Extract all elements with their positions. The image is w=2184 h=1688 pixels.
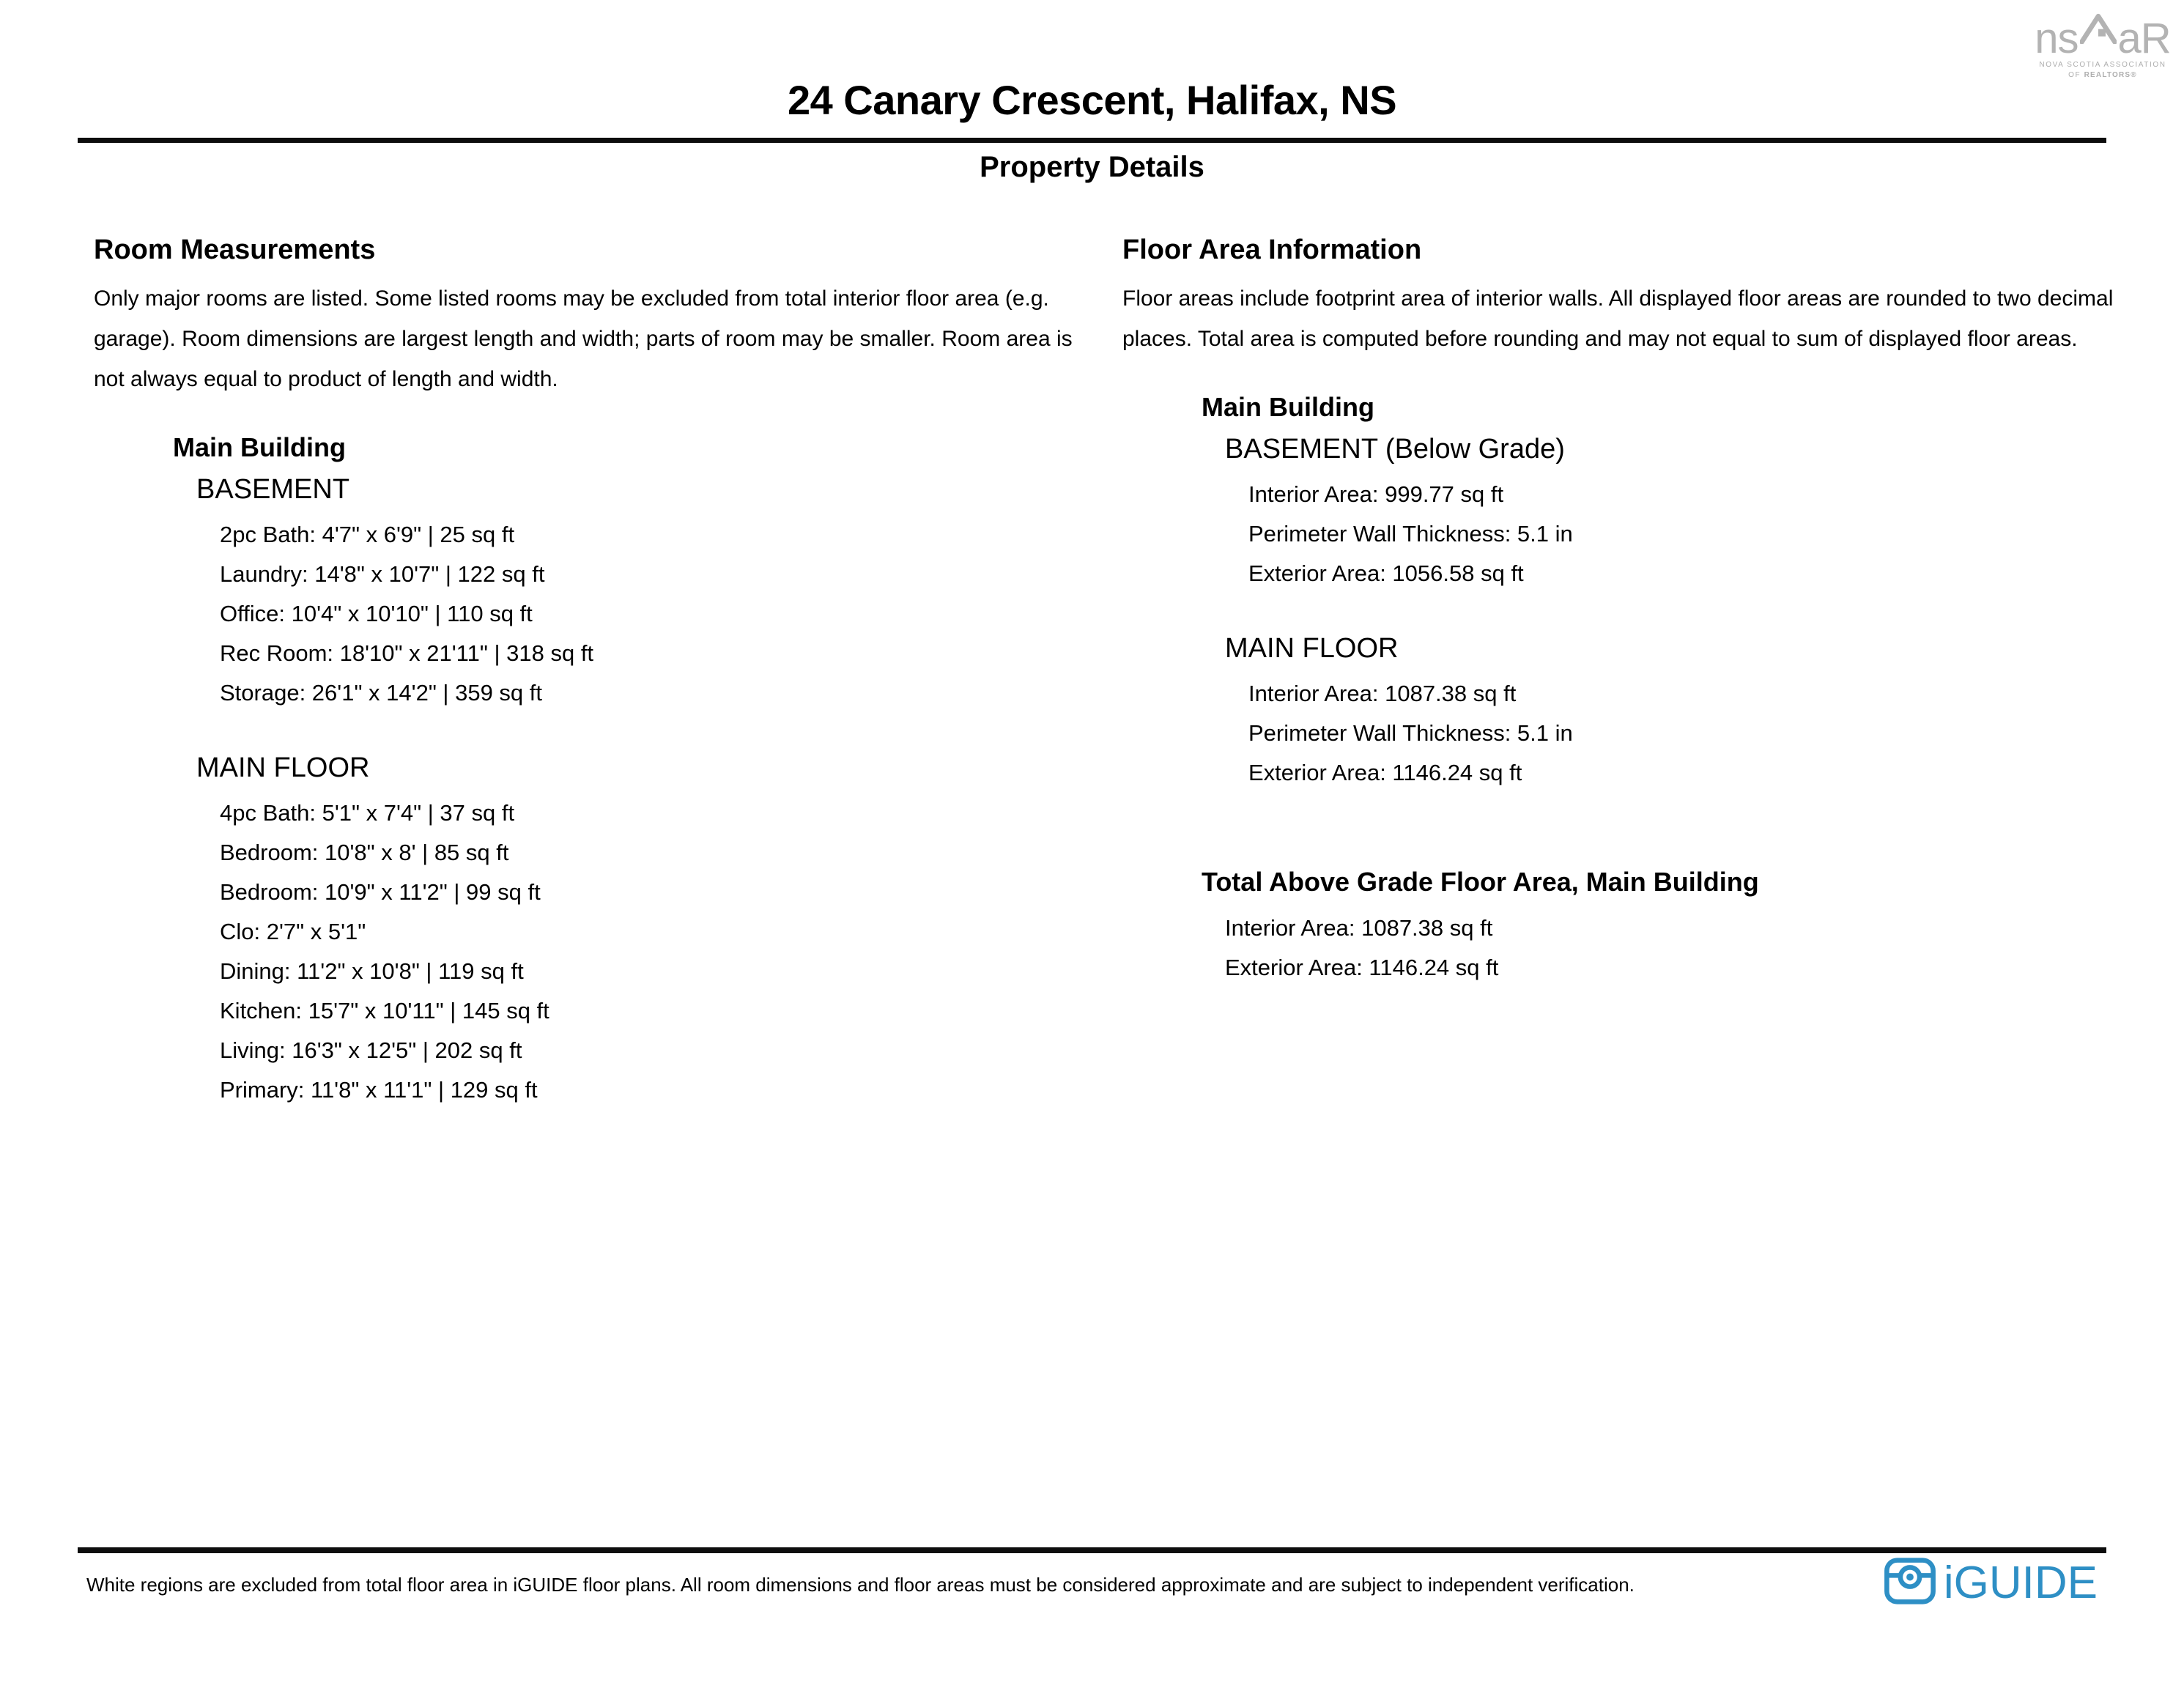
basement-room-list <box>220 515 1079 713</box>
room-item: Living: 16'3" x 12'5" | 202 sq ft <box>220 1037 522 1063</box>
building-name: Main Building <box>173 432 346 462</box>
floor-name-basement-below-grade: BASEMENT (Below Grade) <box>1225 434 1565 464</box>
total-above-grade-heading: Total Above Grade Floor Area, Main Building <box>1202 867 1759 897</box>
room-item: 4pc Bath: 5'1" x 7'4" | 37 sq ft <box>220 800 515 826</box>
room-item: Rec Room: 18'10" x 21'11" | 318 sq ft <box>220 640 594 666</box>
total-area-list <box>1225 908 2141 988</box>
main-floor-area-list <box>1248 674 2141 793</box>
room-item: Bedroom: 10'9" x 11'2" | 99 sq ft <box>220 879 541 905</box>
basement-area-list <box>1248 475 2141 593</box>
iguide-logo <box>1884 1556 2098 1610</box>
nsar-wordmark <box>2033 12 2172 62</box>
room-item: Clo: 2'7" x 5'1" <box>220 919 366 944</box>
area-line: Interior Area: 1087.38 sq ft <box>1248 681 1517 706</box>
page-title: 24 Canary Crescent, Halifax, NS <box>787 77 1397 123</box>
area-line: Perimeter Wall Thickness: 5.1 in <box>1248 521 1573 547</box>
area-line: Interior Area: 1087.38 sq ft <box>1225 915 1493 941</box>
room-measurements-section <box>94 233 1079 1110</box>
iguide-brand-text: iGUIDE <box>1943 1557 2098 1608</box>
floor-area-heading: Floor Area Information <box>1122 234 1422 265</box>
room-item: Dining: 11'2" x 10'8" | 119 sq ft <box>220 958 524 984</box>
room-measurements-description: Only major rooms are listed. Some listed rooms may be excluded from total interior floor area (e.g. garage). Room dimensions are largest length and width; parts of room may be smaller. Room area is not always equal to product of length and width. <box>94 286 1073 391</box>
floor-name-main-floor: MAIN FLOOR <box>1225 633 1399 664</box>
header-divider <box>78 138 2106 143</box>
nsar-logo <box>2033 12 2172 79</box>
nsar-roof-icon <box>2080 12 2117 46</box>
floor-area-information-section <box>1122 233 2141 988</box>
area-line: Perimeter Wall Thickness: 5.1 in <box>1248 720 1573 746</box>
area-line: Exterior Area: 1146.24 sq ft <box>1248 760 1522 785</box>
room-item: Office: 10'4" x 10'10" | 110 sq ft <box>220 601 533 626</box>
nsar-prefix-text: ns <box>2035 15 2078 62</box>
floor-name-main-floor: MAIN FLOOR <box>196 752 370 783</box>
area-line: Interior Area: 999.77 sq ft <box>1248 481 1504 507</box>
footer-disclaimer: White regions are excluded from total floor area in iGUIDE floor plans. All room dimensions and floor areas must be considered approximate and are subject to independent verification. <box>86 1574 1635 1596</box>
iguide-camera-icon <box>1884 1556 1936 1610</box>
nsar-subtitle-line1: NOVA SCOTIA ASSOCIATION <box>2039 61 2166 70</box>
area-line: Exterior Area: 1146.24 sq ft <box>1225 955 1499 980</box>
floor-name-basement: BASEMENT <box>196 474 350 505</box>
room-item: 2pc Bath: 4'7" x 6'9" | 25 sq ft <box>220 522 515 547</box>
room-item: Laundry: 14'8" x 10'7" | 122 sq ft <box>220 561 545 587</box>
footer-divider <box>78 1547 2106 1553</box>
nsar-suffix-text: aR <box>2117 15 2171 62</box>
nsar-subtitle-line2: OF REALTORS® <box>2068 71 2137 80</box>
floor-area-description: Floor areas include footprint area of interior walls. All displayed floor areas are rounded to two decimal places. Total area is computed before rounding and may not equal to sum of displayed floor areas. <box>1122 286 2114 351</box>
room-item: Bedroom: 10'8" x 8' | 85 sq ft <box>220 840 509 865</box>
main-floor-room-list <box>220 793 1079 1110</box>
page-subtitle: Property Details <box>980 151 1204 183</box>
room-item: Primary: 11'8" x 11'1" | 129 sq ft <box>220 1077 538 1103</box>
building-name: Main Building <box>1202 392 1374 422</box>
room-item: Kitchen: 15'7" x 10'11" | 145 sq ft <box>220 998 549 1023</box>
room-measurements-heading: Room Measurements <box>94 234 376 265</box>
room-item: Storage: 26'1" x 14'2" | 359 sq ft <box>220 680 543 706</box>
area-line: Exterior Area: 1056.58 sq ft <box>1248 560 1524 586</box>
